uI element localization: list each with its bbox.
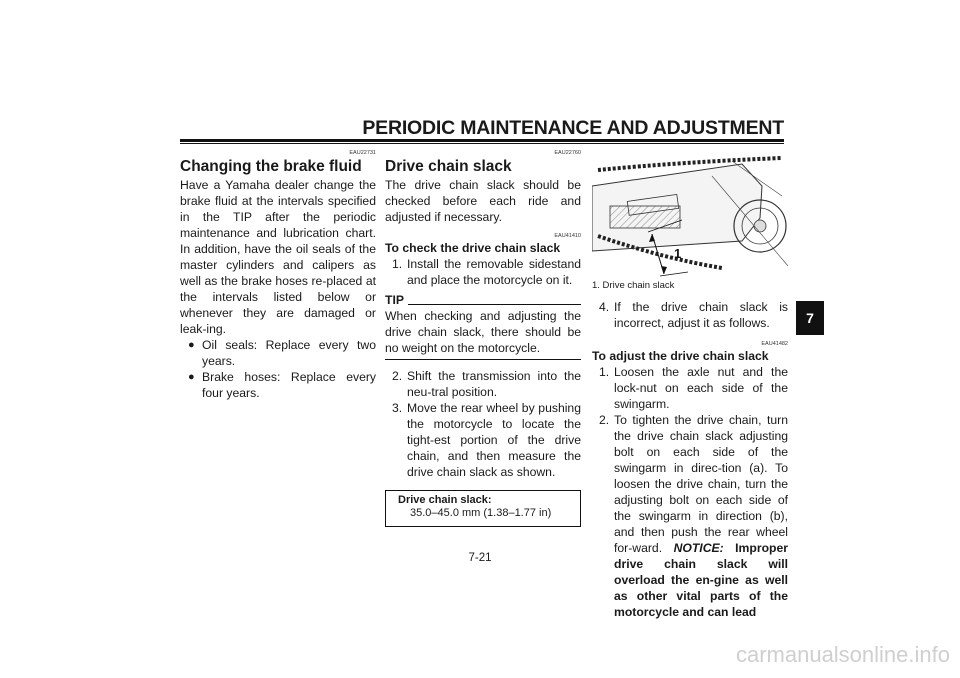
column-drive-chain	[385, 150, 581, 527]
spec-label: Drive chain slack:	[398, 494, 492, 506]
chapter-tab: 7	[796, 301, 824, 335]
step-text: Move the rear wheel by pushing the motorcycle to locate the tight-est portion of the drive chain, and then measure the drive chain slack as shown.	[407, 401, 581, 479]
watermark: carmanualsonline.info	[735, 642, 950, 667]
check-step-1	[385, 256, 581, 288]
spec-value: 35.0–45.0 mm (1.38–1.77 in)	[410, 507, 552, 519]
tip-header	[385, 292, 581, 308]
column-brake-fluid	[180, 150, 376, 401]
step-4	[592, 299, 788, 331]
step-number: 2.	[392, 369, 403, 383]
section-code: EAU22760	[554, 150, 581, 156]
spec-box-chain-slack	[385, 490, 581, 527]
figure-caption: 1. Drive chain slack	[592, 280, 675, 291]
step-number: 3.	[392, 401, 403, 415]
subsection-title-check: To check the drive chain slack	[385, 241, 561, 255]
chain-upper	[598, 158, 782, 170]
tip-rule	[408, 304, 581, 305]
step-number: 1.	[599, 365, 610, 379]
drive-chain-slack-illustration	[592, 156, 788, 278]
bullet-oil-seals	[180, 337, 376, 369]
tip-text: When checking and adjusting the drive chain slack, there should be no weight on the motorcycle.	[385, 309, 581, 355]
tip-end-rule	[385, 359, 581, 360]
drive-chain-intro: The drive chain slack should be checked before each ride and adjusted if necessary.	[385, 178, 581, 224]
step-text: If the drive chain slack is incorrect, adjust it as follows.	[614, 300, 788, 330]
section-title-drive-chain: Drive chain slack	[385, 158, 512, 175]
bullet-text: Brake hoses: Replace every four years.	[202, 370, 376, 400]
header-rule-thin	[180, 143, 784, 144]
arrow-down-icon	[661, 266, 667, 274]
section-code: EAU22731	[349, 150, 376, 156]
column-adjust	[592, 156, 788, 620]
bullet-dot-icon: ●	[188, 339, 195, 351]
notice-text: Improper drive chain slack will overload the en-gine as well as other vital parts of the motorcycle and can lead	[614, 541, 788, 619]
step-text: To tighten the drive chain, turn the drive chain slack adjusting bolt on each side of the swingarm in direc-tion (a). To loosen the drive chain, turn the adjusting bolt on each side of the swingarm in direction (b), and then push the rear wheel for-ward.	[614, 413, 788, 555]
step-text: Loosen the axle nut and the lock-nut on each side of the swingarm.	[614, 365, 788, 411]
notice-label: NOTICE:	[673, 541, 724, 555]
step-text: Install the removable sidestand and place the motorcycle on it.	[407, 257, 581, 287]
bullet-brake-hoses	[180, 369, 376, 401]
adjust-step-2	[592, 412, 788, 620]
page-number: 7-21	[468, 552, 492, 564]
subsection-code: EAU41410	[554, 233, 581, 239]
bullet-text: Oil seals: Replace every two years.	[202, 338, 376, 368]
bullet-dot-icon: ●	[188, 371, 195, 383]
section-title-brake-fluid: Changing the brake fluid	[180, 158, 362, 175]
subsection-code: EAU41482	[761, 341, 788, 347]
tip-label: TIP	[385, 293, 404, 307]
adjust-step-1	[592, 364, 788, 412]
subsection-title-adjust: To adjust the drive chain slack	[592, 349, 769, 363]
figure-callout-1: 1	[674, 246, 682, 261]
step-number: 2.	[599, 413, 610, 427]
check-step-3	[385, 400, 581, 480]
header-rule-thick	[180, 139, 784, 142]
step-number: 4.	[599, 300, 610, 314]
check-step-2	[385, 368, 581, 400]
step-text: Shift the transmission into the neu-tral position.	[407, 369, 581, 399]
step-number: 1.	[392, 257, 403, 271]
page-header-title: PERIODIC MAINTENANCE AND ADJUSTMENT	[362, 117, 784, 139]
brake-fluid-body: Have a Yamaha dealer change the brake fluid at the intervals specified in the TIP after the periodic maintenance and lubrication chart. In addition, have the oil seals of the master cylinders and calipers as well as the brake hoses re-placed at the intervals listed below or whenever they are damaged or leak-ing.	[180, 178, 376, 336]
